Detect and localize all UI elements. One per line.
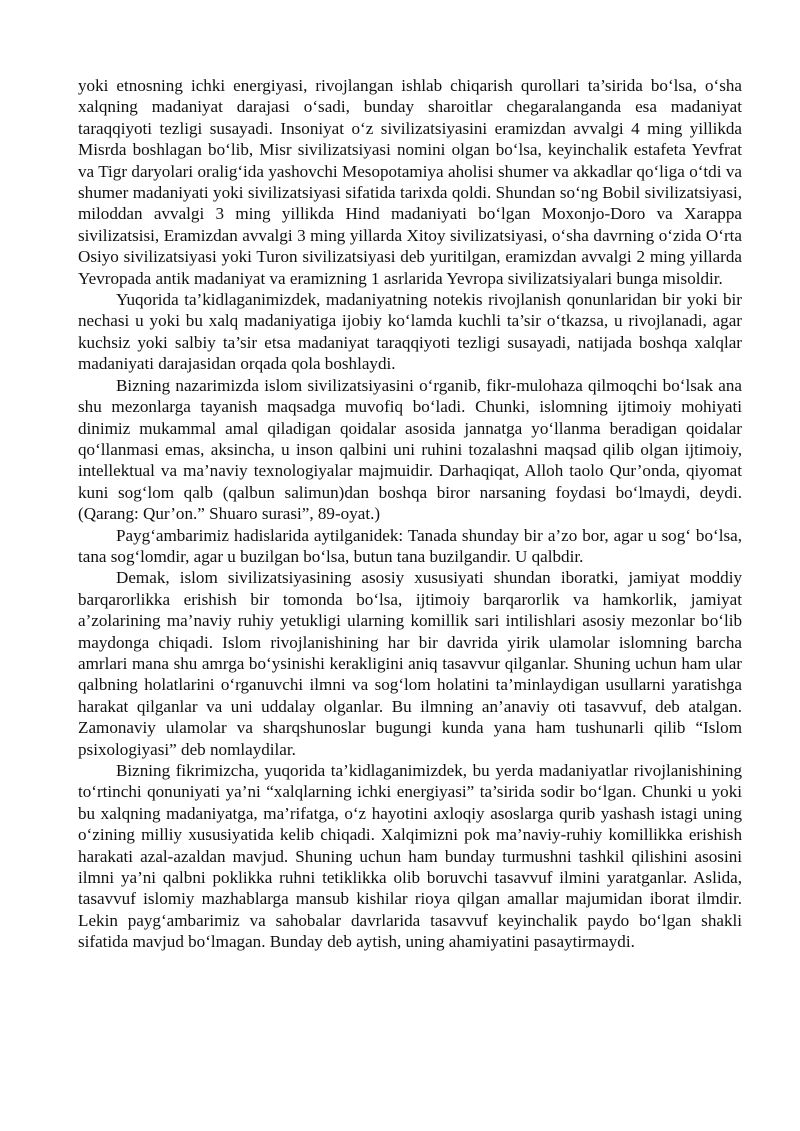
paragraph-1: yoki etnosning ichki energiyasi, rivojlangan ishlab chiqarish qurollari ta’sirida bo‘lsa, o‘sha xalqning madaniyat darajasi o‘sadi, bunday sharoitlar chegaralanganda esa madaniyat taraqqiyoti tezligi susayadi. Insoniyat o‘z sivilizatsiyasini eramizdan avvalgi 4 ming yillikda Misrda boshlagan bo‘lib, Misr sivilizatsiyasi nomini olgan bo‘lsa, keyinchalik estafeta Yevfrat va Tigr daryolari oralig‘ida yashovchi Mesopotamiya aholisi shumer va akkadlar qo‘liga o‘tdi va shumer madaniyati yoki sivilizatsiyasi sifatida tarixda qoldi. Shundan so‘ng Bobil sivilizatsiyasi, miloddan avvalgi 3 ming yillikda Hind madaniyati bo‘lgan Moxonjo-Doro va Xarappa sivilizatsisi, Eramizdan avvalgi 3 ming yillarda Xitoy sivilizatsiyasi, o‘sha davrning o‘zida O‘rta Osiyo sivilizatsiyasi yoki Turon sivilizatsiyasi deb yuritilgan, eramizdan avvalgi 2 ming yillarda Yevropada antik madaniyat va eramizning 1 asrlarida Yevropa sivilizatsiyalari bunga misoldir.: [78, 76, 742, 288]
paragraph-2: Yuqorida ta’kidlaganimizdek, madaniyatning notekis rivojlanish qonunlaridan bir yoki bir nechasi u yoki bu xalq madaniyatiga ijobiy ko‘lamda kuchli ta’sir o‘tkazsa, u rivojlanadi, agar kuchsiz yoki salbiy ta’sir etsa madaniyat taraqqiyoti tezligi susayadi, natijada boshqa xalqlar madaniyati darajasidan orqada qola boshlaydi.: [78, 290, 742, 374]
document-page: [78, 75, 742, 953]
paragraph-5: Demak, islom sivilizatsiyasining asosiy xususiyati shundan iboratki, jamiyat moddiy barqarorlikka erishish bir tomonda bo‘lsa, ijtimoiy barqarorlik va hamkorlik, jamiyat a’zolarining ma’naviy ruhiy yetukligi ularning komillik sari intilishlari asosiy mezonlar bo‘lib maydonga chiqadi. Islom rivojlanishining har bir davrida yirik ulamolar islomning barcha amrlari mana shu amrga bo‘ysinishi kerakligini aniq tasavvur qilganlar. Shuning uchun ham ular qalbning holatlarini o‘rganuvchi ilmni va sog‘lom holatini ta’minlaydigan usullarni yaratishga harakat qilganlar va uni uddalay olganlar. Bu ilmning an’anaviy oti tasavvuf, deb atalgan. Zamonaviy ulamolar va sharqshunoslar bugungi kunda yana ham tushunarli qilib “Islom psixologiyasi” deb nomlaydilar.: [78, 568, 742, 759]
paragraph-6: Bizning fikrimizcha, yuqorida ta’kidlaganimizdek, bu yerda madaniyatlar rivojlanishining to‘rtinchi qonuniyati ya’ni “xalqlarning ichki energiyasi” ta’sirida sodir bo‘lgan. Chunki u yoki bu xalqning madaniyatga, ma’rifatga, o‘z hayotini axloqiy asoslarga qurib yashash istagi uning o‘zining milliy xususiyatida kelib chiqadi. Xalqimizni pok ma’naviy-ruhiy komillikka erishish harakati azal-azaldan mavjud. Shuning uchun ham bunday turmushni tashkil qilishini asosini ilmni ya’ni qalbni poklikka ruhni tetiklikka olib boruvchi tasavvuf ilmini yaratganlar. Aslida, tasavvuf islomiy mazhablarga mansub kishilar rioya qilgan amallar majumidan iborat ilmdir. Lekin payg‘ambarimiz va sahobalar davrlarida tasavvuf keyinchalik paydo bo‘lgan shakli sifatida mavjud bo‘lmagan. Bunday deb aytish, uning ahamiyatini pasaytirmaydi.: [78, 761, 742, 952]
paragraph-3: Bizning nazarimizda islom sivilizatsiyasini o‘rganib, fikr-mulohaza qilmoqchi bo‘lsak ana shu mezonlarga tayanish maqsadga muvofiq bo‘ladi. Chunki, islomning ijtimoiy mohiyati dinimiz mukammal amal qiladigan qoidalar asosida jannatga yo‘llanma beradigan qoidalar qo‘llanmasi emas, aksincha, u inson qalbini uni ruhini tozalashni maqsad qilib olgan ijtimoiy, intellektual va ma’naviy texnologiyalar majmuidir. Darhaqiqat, Alloh taolo Qur’onda, qiyomat kuni sog‘lom qalb (qalbun salimun)dan boshqa biror narsaning foydasi bo‘lmaydi, deydi. (Qarang: Qur’on.” Shuaro surasi”, 89-oyat.): [78, 375, 742, 524]
paragraph-4: Payg‘ambarimiz hadislarida aytilganidek: Tanada shunday bir a’zo bor, agar u sog‘ bo‘lsa, tana sog‘lomdir, agar u buzilgan bo‘lsa, butun tana buzilgandir. U qalbdir.: [78, 525, 742, 566]
